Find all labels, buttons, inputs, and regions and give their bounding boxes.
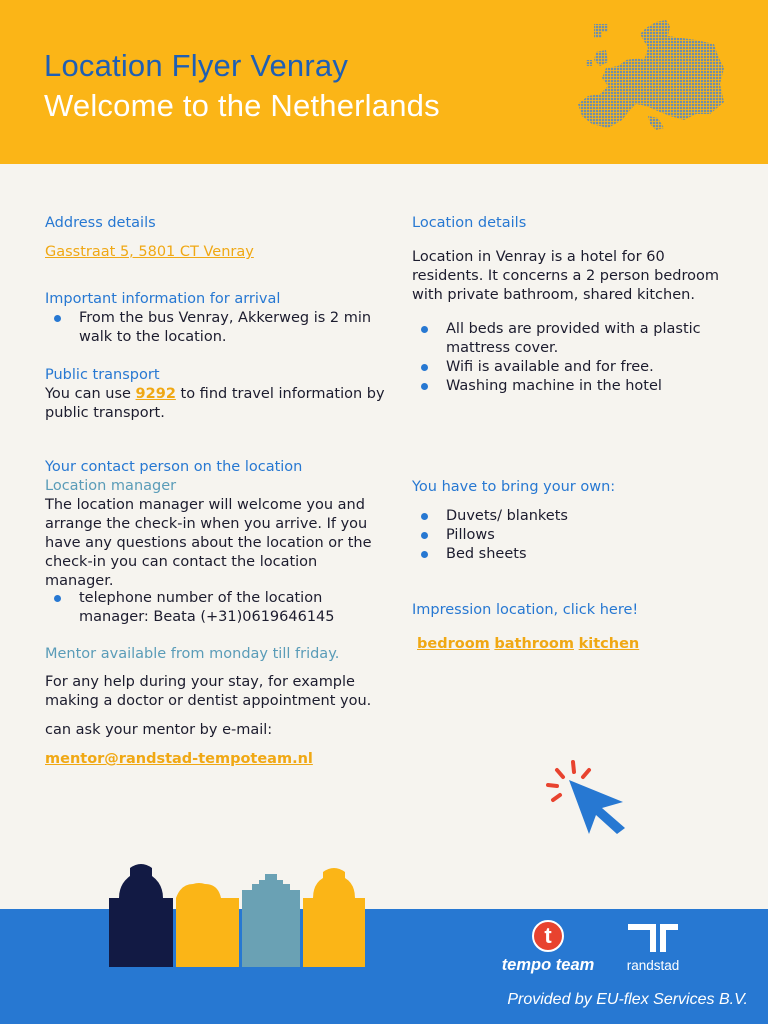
contact-heading: Your contact person on the location [45,459,303,475]
click-cursor-icon [545,758,631,836]
manager-list [45,589,385,627]
address-heading: Address details [45,215,156,231]
list-item: Wifi is available and for free. [412,358,737,377]
dutch-houses-icon [109,862,369,967]
bathroom-link[interactable]: bathroom [494,636,574,652]
bring-heading: You have to bring your own: [412,479,616,495]
list-item: From the bus Venray, Akkerweg is 2 min walk to the location. [45,309,390,347]
transport-9292-link[interactable]: 9292 [135,386,176,402]
bedroom-link[interactable]: bedroom [417,636,490,652]
manager-heading: Location manager [45,478,177,494]
page-title: Location Flyer Venray [44,48,349,83]
mentor-email-link[interactable]: mentor@randstad-tempoteam.nl [45,751,313,767]
tempo-team-logo-mark: t [532,920,564,952]
manager-text: The location manager will welcome you and arrange the check-in when you arrive. If you have any questions about the location or the check-in you can contact the location manager. [45,497,372,589]
kitchen-link[interactable]: kitchen [578,636,640,652]
list-item: All beds are provided with a plastic mattress cover. [412,320,737,358]
transport-text [45,385,385,423]
tempo-team-logo [496,920,600,980]
list-item: telephone number of the location manager: Beata (+31)0619646145 [45,589,385,627]
impression-heading: Impression location, click here! [412,602,639,618]
list-item: Washing machine in the hotel [412,377,737,396]
list-item: Pillows [412,526,737,545]
list-item: Bed sheets [412,545,737,564]
mentor-heading: Mentor available from monday till friday. [45,646,340,662]
address-link[interactable]: Gasstraat 5, 5801 CT Venray [45,244,254,260]
randstad-logo-mark [626,922,680,954]
header-banner [0,0,768,164]
mentor-text-help: For any help during your stay, for example making a doctor or dentist appointment you. [45,674,372,709]
randstad-brand: randstad [626,958,680,973]
europe-map-icon [578,20,726,132]
arrival-heading: Important information for arrival [45,291,281,307]
arrival-list [45,309,390,347]
location-text: Location in Venray is a hotel for 60 residents. It concerns a 2 person bedroom with private bathroom, shared kitchen. [412,249,719,303]
transport-text-pre: You can use [45,386,136,402]
tempo-team-brand: tempo team [501,956,595,974]
transport-heading: Public transport [45,367,160,383]
location-list [412,320,737,396]
randstad-logo [620,922,686,980]
list-item: Duvets/ blankets [412,507,737,526]
provided-by-text: Provided by EU-flex Services B.V. [507,991,748,1008]
location-heading: Location details [412,215,527,231]
page-subtitle: Welcome to the Netherlands [44,88,440,123]
mentor-text-email: can ask your mentor by e-mail: [45,722,273,738]
impression-links [417,635,639,654]
transport-text-post: to find travel information by public transport. [45,386,385,421]
bring-list [412,507,737,564]
